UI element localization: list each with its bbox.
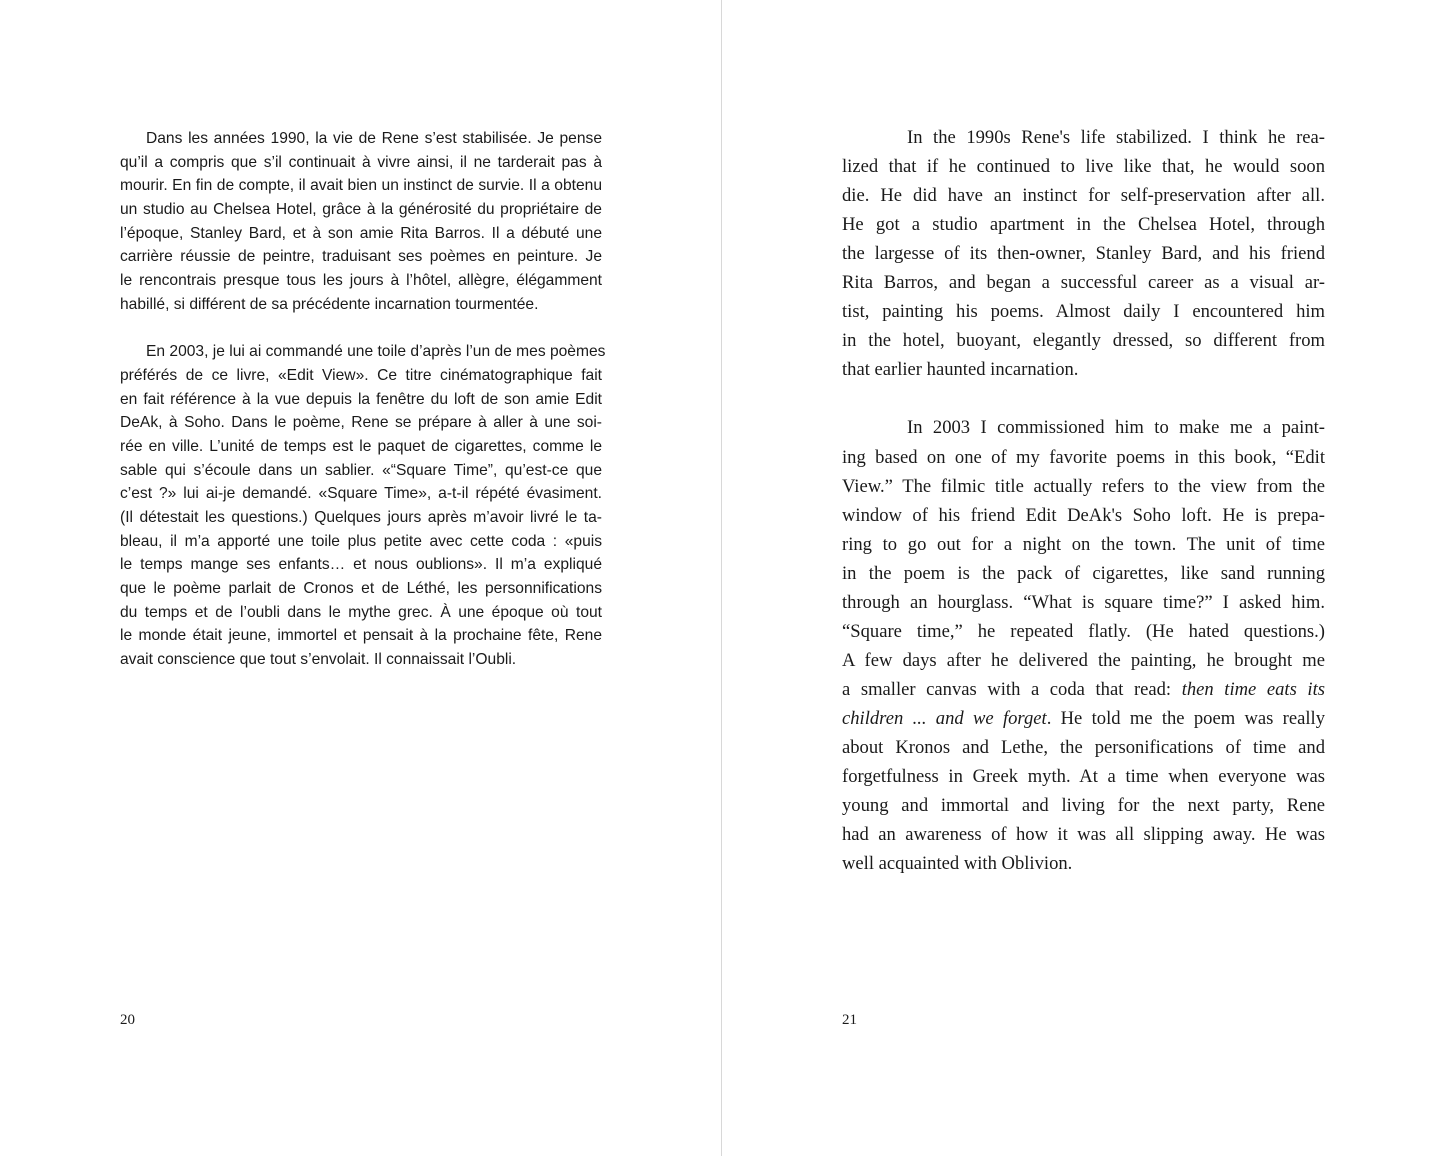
text-line [842,849,1325,878]
left-page-text-french [120,127,606,696]
text-line: qu’il a compris que s’il continuait à vivre ainsi, il ne tarderait pas à [120,153,602,171]
text-segment: about Kronos and Lethe, the personifications of time and [842,736,1325,758]
text-segment: the largesse of its then-owner, Stanley Bard, and his friend [842,243,1325,265]
text-line [842,646,1325,675]
text-line: rée en ville. L’unité de temps est le paquet de cigarettes, comme le [120,437,602,455]
text-segment: through an hourglass. “What is square time?” I asked him. [842,591,1325,613]
text-segment: tist, painting his poems. Almost daily I encountered him [842,301,1325,323]
text-line: que le poème parlait de Cronos et de Léthé, les personnifications [120,580,602,598]
text-line: du temps et de l’oubli dans le mythe grec. À une époque où tout [120,603,602,621]
text-line [842,559,1325,588]
text-line: avait conscience que tout s’envolait. Il connaissait l’Oubli. [120,651,517,669]
text-line: mourir. En fin de compte, il avait bien un instinct de survie. Il a obtenu [120,177,602,195]
text-line: Dans les années 1990, la vie de Rene s’est stabilisée. Je pense [146,130,602,147]
text-line [842,123,1325,152]
text-segment: He got a studio apartment in the Chelsea Hotel, through [842,214,1325,236]
text-segment: Rita Barros, and began a successful career as a visual ar- [842,272,1325,294]
text-line [842,210,1325,239]
text-line [842,530,1325,559]
text-line: en fait référence à la vue depuis la fenêtre du loft de son amie Edit [120,390,602,408]
text-line [842,704,1325,733]
text-line: le rencontrais presque tous les jours à l’hôtel, allègre, élégamment [120,272,602,290]
text-segment: well acquainted with Oblivion. [842,853,1073,875]
left-page-number: 20 [120,1012,135,1028]
text-line: un studio au Chelsea Hotel, grâce à la générosité du propriétaire de [120,201,602,219]
text-line: sable qui s’écoule dans un sablier. «“Square Time”, qu’est-ce que [120,461,602,479]
paragraph [842,123,1325,384]
text-segment: window of his friend Edit DeAk's Soho loft. He is prepa- [842,504,1325,526]
text-segment: “Square time,” he repeated flatly. (He hated questions.) [842,620,1325,642]
right-page-number: 21 [842,1012,857,1028]
italic-quote: children ... and we forget [842,707,1047,729]
text-line [842,675,1325,704]
text-line: carrière réussie de peintre, traduisant ses poèmes en peinture. Je [120,248,602,266]
text-line [842,501,1325,530]
paragraph [842,413,1325,878]
text-segment: a smaller canvas with a coda that read: [842,678,1182,700]
paragraph [120,127,602,317]
text-line [842,181,1325,210]
paragraph [120,340,606,672]
text-segment: forgetfulness in Greek myth. At a time when everyone was [842,766,1325,788]
text-line [842,472,1325,501]
right-page-text-english [842,123,1325,907]
text-line: le temps mange ses enfants… et nous oublions». Il m’a expliqué [120,556,602,574]
italic-quote: then time eats its [1181,678,1325,700]
text-line: habillé, si différent de sa précédente incarnation tourmentée. [120,295,539,313]
text-segment: had an awareness of how it was all slipping away. He was [842,824,1325,846]
text-segment: lized that if he continued to live like that, he would soon [842,156,1325,178]
text-line [842,326,1325,355]
text-line: bleau, il m’a apporté une toile plus petite avec cette coda : «puis [120,532,602,550]
text-line: c’est ?» lui ai-je demandé. «Square Time», a-t-il répété évasiment. [120,485,602,503]
text-line [842,762,1325,791]
text-segment: in the poem is the pack of cigarettes, like sand running [842,562,1325,584]
text-line [842,820,1325,849]
text-segment: ing based on one of my favorite poems in this book, “Edit [842,446,1325,468]
text-line: (Il détestait les questions.) Quelques jours après m’avoir livré le ta- [120,509,602,526]
text-line: l’époque, Stanley Bard, et à son amie Rita Barros. Il a débuté une [120,224,602,242]
text-line [842,239,1325,268]
text-segment: young and immortal and living for the next party, Rene [842,795,1325,817]
page-gutter-divider [721,0,722,1156]
text-segment: . He told me the poem was really [1046,707,1325,729]
text-line [842,791,1325,820]
text-line: DeAk, à Soho. Dans le poème, Rene se prépare à aller à une soi- [120,414,602,432]
text-line: En 2003, je lui ai commandé une toile d’après l’un de mes poèmes [146,343,606,361]
text-line [842,355,1325,384]
text-line [842,733,1325,762]
text-segment: A few days after he delivered the painting, he brought me [842,649,1325,671]
text-line [842,268,1325,297]
text-segment: that earlier haunted incarnation. [842,359,1079,381]
text-line [842,588,1325,617]
text-segment: In the 1990s Rene's life stabilized. I think he rea- [907,127,1325,148]
text-segment: ring to go out for a night on the town. The unit of time [842,533,1325,555]
text-line [842,443,1325,472]
text-line: le monde était jeune, immortel et pensait à la prochaine fête, Rene [120,627,602,645]
text-segment: In 2003 I commissioned him to make me a paint- [907,417,1325,439]
text-line: préférés de ce livre, «Edit View». Ce titre cinématographique fait [120,366,602,384]
text-line [842,152,1325,181]
text-segment: die. He did have an instinct for self-preservation after all. [842,185,1325,207]
text-segment: in the hotel, buoyant, elegantly dressed, so different from [842,330,1325,352]
text-segment: View.” The filmic title actually refers to the view from the [842,475,1325,497]
text-line [842,297,1325,326]
text-line [842,617,1325,646]
text-line [842,413,1325,442]
